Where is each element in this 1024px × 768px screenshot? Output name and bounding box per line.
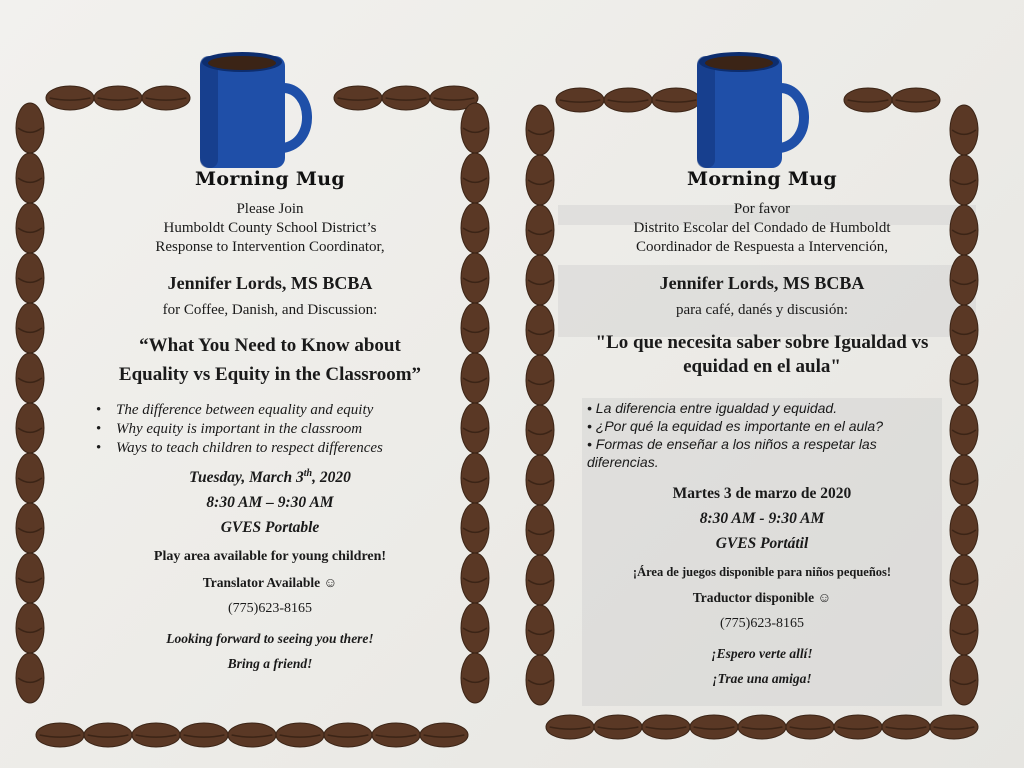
coffee-bean-icon (786, 715, 834, 739)
coffee-bean-icon (16, 203, 44, 253)
date-year: , 2020 (312, 469, 351, 487)
topic-line: “What You Need to Know about (139, 335, 401, 356)
coffee-bean-icon (84, 723, 132, 747)
play-area-note: ¡Área de juegos disponible para niños pequeños! (632, 565, 892, 579)
coffee-bean-icon (556, 88, 604, 112)
topic-line: "Lo que necesita saber sobre Igualdad vs (595, 332, 929, 353)
speaker-name: Jennifer Lords, MS BCBA (659, 273, 865, 293)
coffee-bean-icon (142, 86, 190, 110)
coffee-bean-icon (546, 715, 594, 739)
coffee-bean-icon (526, 255, 554, 305)
coffee-bean-icon (16, 453, 44, 503)
coffee-mug-icon (195, 48, 315, 173)
invite-line: Distrito Escolar del Condado de Humboldt (633, 220, 891, 236)
flyer-title: Morning Mug (195, 168, 345, 190)
flyer-title: Morning Mug (687, 168, 837, 190)
coffee-bean-icon (882, 715, 930, 739)
flyer-spanish (512, 0, 1024, 768)
date-text: Tuesday, March 3 (189, 469, 304, 487)
coffee-bean-icon (16, 103, 44, 153)
list-item: • Why equity is important in the classroom (90, 420, 450, 439)
coffee-bean-icon (16, 303, 44, 353)
coffee-bean-icon (132, 723, 180, 747)
event-date: Martes 3 de marzo de 2020 (672, 485, 852, 502)
list-item: • La diferencia entre igualdad y equidad. (587, 400, 838, 416)
closing-line: Looking forward to seeing you there! (166, 631, 374, 647)
coffee-bean-icon (94, 86, 142, 110)
coffee-bean-icon (16, 403, 44, 453)
invite-line: Coordinador de Respuesta a Intervención, (635, 239, 888, 255)
coffee-bean-icon (16, 153, 44, 203)
coffee-bean-icon (382, 86, 430, 110)
topic-line: equidad en el aula" (683, 356, 841, 377)
coffee-bean-icon (930, 715, 978, 739)
coffee-bean-icon (526, 155, 554, 205)
coffee-bean-icon (594, 715, 642, 739)
coffee-bean-icon (324, 723, 372, 747)
topic-bullet-list (587, 399, 937, 471)
coffee-bean-icon (180, 723, 228, 747)
coffee-bean-icon (16, 603, 44, 653)
topic-heading (552, 331, 972, 379)
invite-line: Response to Intervention Coordinator, (155, 239, 385, 255)
event-purpose: para café, danés y discusión: (675, 302, 849, 318)
list-item: • Ways to teach children to respect differences (90, 439, 450, 458)
coffee-bean-icon (526, 355, 554, 405)
coffee-bean-icon (834, 715, 882, 739)
event-time: 8:30 AM - 9:30 AM (699, 510, 825, 527)
coffee-bean-icon (526, 505, 554, 555)
list-item: • ¿Por qué la equidad es importante en el aula? (587, 418, 883, 434)
invite-line: Humboldt County School District’s (163, 220, 377, 236)
closing-line: ¡Espero verte allí! (711, 646, 813, 661)
event-purpose: for Coffee, Danish, and Discussion: (162, 302, 378, 318)
phone-number: (775)623-8165 (228, 601, 312, 617)
coffee-bean-icon (844, 88, 892, 112)
flyer-content (60, 168, 480, 681)
coffee-mug-icon (692, 48, 812, 173)
coffee-bean-icon (334, 86, 382, 110)
coffee-bean-icon (526, 105, 554, 155)
speaker-name: Jennifer Lords, MS BCBA (167, 273, 373, 293)
coffee-bean-icon (526, 205, 554, 255)
coffee-bean-icon (16, 553, 44, 603)
coffee-bean-icon (16, 253, 44, 303)
topic-line: Equality vs Equity in the Classroom” (118, 364, 422, 385)
coffee-bean-icon (526, 305, 554, 355)
coffee-bean-icon (228, 723, 276, 747)
coffee-bean-icon (46, 86, 94, 110)
event-time: 8:30 AM – 9:30 AM (206, 494, 334, 512)
coffee-bean-icon (16, 653, 44, 703)
invite-line: Por favor (733, 201, 791, 217)
event-date (60, 468, 480, 487)
coffee-bean-icon (604, 88, 652, 112)
coffee-bean-icon (276, 723, 324, 747)
closing-line: Bring a friend! (227, 656, 313, 672)
event-location: GVES Portable (220, 519, 320, 537)
coffee-bean-icon (950, 105, 978, 155)
closing-line: ¡Trae una amiga! (712, 671, 812, 686)
list-item: • The difference between equality and equity (90, 401, 450, 420)
coffee-bean-icon (372, 723, 420, 747)
coffee-bean-icon (526, 555, 554, 605)
coffee-bean-icon (892, 88, 940, 112)
coffee-bean-icon (526, 455, 554, 505)
topic-bullet-list (90, 401, 450, 458)
flyer-english (0, 0, 505, 768)
coffee-bean-icon (16, 503, 44, 553)
coffee-bean-icon (526, 655, 554, 705)
topic-heading (60, 331, 480, 389)
flyer-content (552, 168, 972, 696)
coffee-bean-icon (690, 715, 738, 739)
date-ordinal: th (303, 468, 313, 479)
coffee-bean-icon (461, 103, 489, 153)
event-location: GVES Portátil (715, 535, 809, 552)
coffee-bean-icon (420, 723, 468, 747)
list-item: • Formas de enseñar a los niños a respetar las diferencias. (587, 436, 877, 470)
coffee-bean-icon (738, 715, 786, 739)
coffee-bean-icon (36, 723, 84, 747)
coffee-bean-icon (526, 605, 554, 655)
invite-line: Please Join (236, 201, 304, 217)
translator-note: Traductor disponible ☺ (692, 590, 832, 605)
coffee-bean-icon (642, 715, 690, 739)
coffee-bean-icon (526, 405, 554, 455)
coffee-bean-icon (16, 353, 44, 403)
translator-note: Translator Available ☺ (202, 575, 338, 591)
play-area-note: Play area available for young children! (153, 549, 387, 565)
phone-number: (775)623-8165 (720, 616, 804, 631)
